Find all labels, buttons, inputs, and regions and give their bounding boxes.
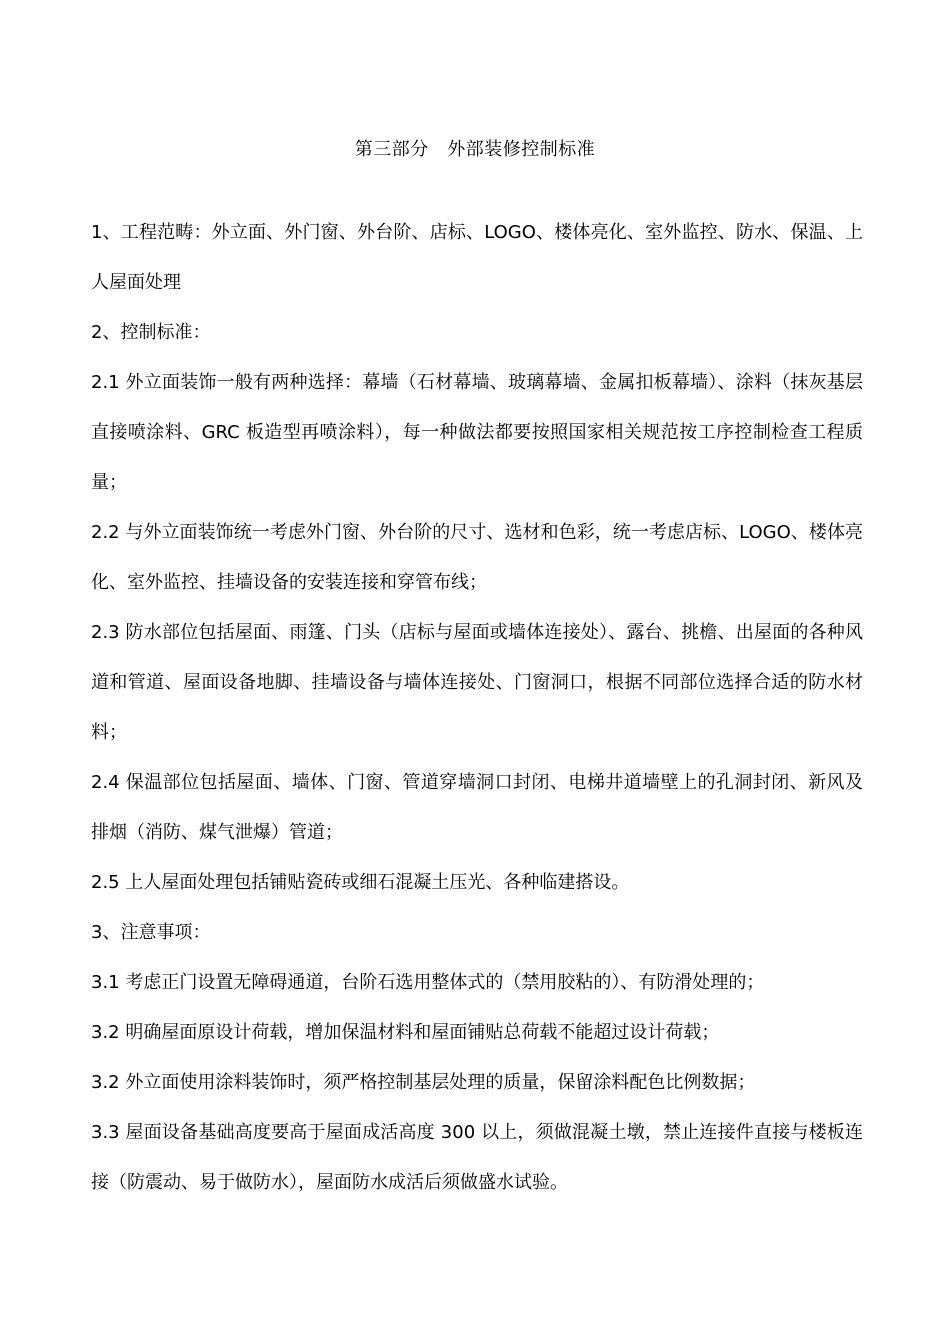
page-title: 第三部分 外部装修控制标准	[354, 139, 596, 160]
paragraph-2-3-waterproofing: 2.3 防水部位包括屋面、雨篷、门头（店标与屋面或墙体连接处）、露台、挑檐、出屋面的各种风道和管道、屋面设备地脚、挂墙设备与墙体连接处、门窗洞口，根据不同部位选择合适的防水材料；	[91, 622, 863, 743]
paragraph-3-2-coating: 3.2 外立面使用涂料装饰时，须严格控制基层处理的质量，保留涂料配色比例数据；	[91, 1072, 756, 1093]
paragraph-2-1-facade: 2.1 外立面装饰一般有两种选择：幕墙（石材幕墙、玻璃幕墙、金属扣板幕墙）、涂料（抹灰基层直接喷涂料、GRC 板造型再喷涂料），每一种做法都要按照国家相关规范按工序控制检查工程质量；	[91, 372, 863, 493]
heading-control-standards: 2、控制标准：	[91, 322, 211, 343]
document-body	[91, 208, 863, 1208]
heading-notes: 3、注意事项：	[91, 922, 211, 943]
paragraph-2-5-roof: 2.5 上人屋面处理包括铺贴瓷砖或细石混凝土压光、各种临建搭设。	[91, 872, 630, 893]
paragraph-scope: 1、工程范畴：外立面、外门窗、外台阶、店标、LOGO、楼体亮化、室外监控、防水、保温、上人屋面处理	[91, 222, 863, 293]
paragraph-2-2-doors-windows: 2.2 与外立面装饰统一考虑外门窗、外台阶的尺寸、选材和色彩，统一考虑店标、LOGO、楼体亮化、室外监控、挂墙设备的安装连接和穿管布线；	[91, 522, 863, 593]
paragraph-2-4-insulation: 2.4 保温部位包括屋面、墙体、门窗、管道穿墙洞口封闭、电梯井道墙壁上的孔洞封闭、新风及排烟（消防、煤气泄爆）管道；	[91, 772, 863, 843]
paragraph-3-2-roof-load: 3.2 明确屋面原设计荷载，增加保温材料和屋面铺贴总荷载不能超过设计荷载；	[91, 1022, 720, 1043]
paragraph-3-3-equipment-base: 3.3 屋面设备基础高度要高于屋面成活高度 300 以上，须做混凝土墩，禁止连接件直接与楼板连接（防震动、易于做防水），屋面防水成活后须做盛水试验。	[91, 1122, 863, 1193]
paragraph-3-1-entrance: 3.1 考虑正门设置无障碍通道，台阶石选用整体式的（禁用胶粘的）、有防滑处理的；	[91, 972, 765, 993]
